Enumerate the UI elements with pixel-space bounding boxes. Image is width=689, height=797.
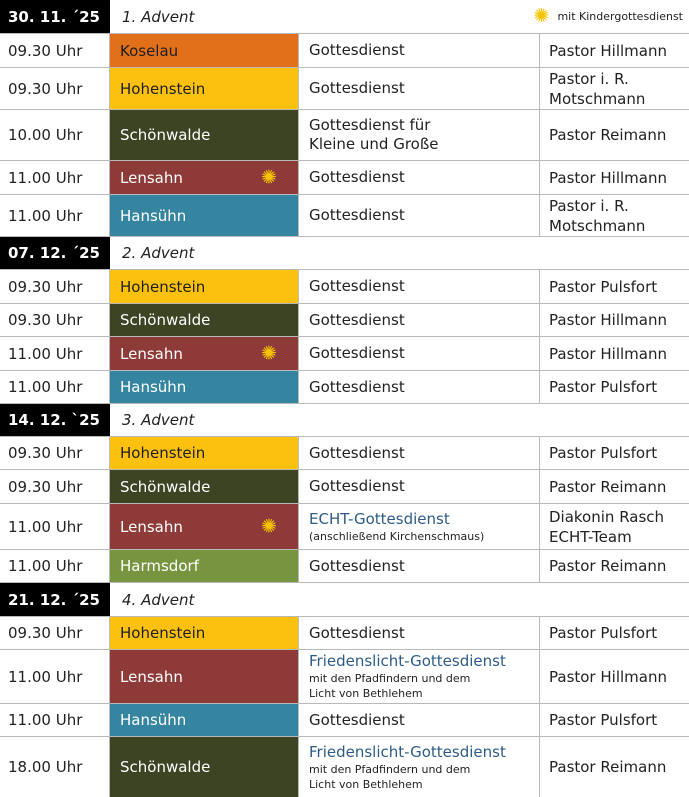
service-time: 09.30 Uhr [0,270,110,303]
service-time: 09.30 Uhr [0,304,110,336]
service-title: Gottesdienst für Kleine und Große [309,116,439,153]
location-lensahn: Lensahn [110,650,298,703]
service-row [0,34,689,68]
service-type [298,470,540,503]
location-label: Lensahn [120,344,183,363]
service-row [0,270,689,304]
service-title: Gottesdienst [309,477,405,495]
service-title: Gottesdienst [309,623,405,642]
service-type [298,68,540,109]
service-row [0,617,689,650]
pastor: Pastor Hillmann [549,41,667,60]
location-schoenwalde: Schönwalde [110,110,298,160]
service-time: 09.30 Uhr [0,68,110,109]
service-title: Friedenslicht-Gottesdienst [309,652,506,670]
service-type [298,337,540,370]
section-name: 4. Advent [122,590,195,609]
pastor: Pastor i. R. Motschmann [549,69,646,108]
service-row [0,737,689,797]
service-type [298,617,540,649]
location-harmsdorf: Harmsdorf [110,550,298,582]
legend [534,0,683,33]
legend-label: mit Kindergottesdienst [557,10,683,23]
sun-star-icon: ✺ [261,342,277,364]
service-title: Gottesdienst [309,41,405,59]
service-type [298,704,540,736]
service-title: Gottesdienst [309,344,405,362]
service-time: 11.00 Uhr [0,650,110,703]
service-time: 11.00 Uhr [0,337,110,370]
service-title: Gottesdienst [309,710,405,729]
service-time: 18.00 Uhr [0,737,110,797]
service-title: Gottesdienst [309,277,405,295]
service-type [298,504,540,549]
service-type [298,161,540,194]
service-row [0,504,689,550]
location-label: Lensahn [120,168,183,187]
service-time: 10.00 Uhr [0,110,110,160]
section-name: 3. Advent [122,411,195,429]
sun-star-icon: ✺ [261,515,277,537]
service-time: 11.00 Uhr [0,195,110,236]
pastor: Pastor Hillmann [549,168,667,187]
service-type [298,650,540,703]
location-schoenwalde: Schönwalde [110,304,298,336]
service-note: mit den Pfadfindern und dem Licht von Bethlehem [309,672,471,700]
service-time: 11.00 Uhr [0,161,110,194]
service-title: Gottesdienst [309,206,405,224]
pastor: Pastor Pulsfort [549,378,658,396]
service-time: 11.00 Uhr [0,550,110,582]
section-date: 21. 12. ´25 [0,583,110,616]
service-note: mit den Pfadfindern und dem Licht von Bethlehem [309,762,471,791]
service-row [0,470,689,504]
pastor: Pastor Reimann [549,126,667,144]
location-koselau: Koselau [110,34,298,67]
service-title: Gottesdienst [309,556,405,575]
service-time: 11.00 Uhr [0,704,110,736]
location-lensahn [110,161,298,194]
service-type [298,737,540,797]
location-label: Lensahn [120,517,183,536]
service-row [0,304,689,337]
service-type [298,371,540,403]
pastor: Pastor Pulsfort [549,624,658,642]
service-title: Gottesdienst [309,443,405,462]
service-title: ECHT-Gottesdienst [309,509,450,528]
location-schoenwalde: Schönwalde [110,470,298,503]
service-type [298,110,540,160]
location-hansuehn: Hansühn [110,195,298,236]
pastor: Pastor Pulsfort [549,711,658,729]
service-time: 09.30 Uhr [0,470,110,503]
service-type [298,270,540,303]
service-row [0,110,689,161]
section-header [0,583,689,617]
service-time: 09.30 Uhr [0,617,110,649]
sun-star-icon: ✺ [533,5,550,27]
service-type [298,304,540,336]
pastor: Diakonin Rasch ECHT-Team [549,507,665,546]
service-title: Gottesdienst [309,310,405,329]
location-hohenstein: Hohenstein [110,617,298,649]
service-title: Gottesdienst [309,377,405,396]
pastor: Pastor Reimann [549,557,667,575]
section-date: 14. 12. `25 [0,404,110,436]
pastor: Pastor Reimann [549,758,667,776]
section-header [0,237,689,270]
pastor: Pastor Pulsfort [549,444,658,462]
service-title: Gottesdienst [309,79,405,97]
location-hohenstein: Hohenstein [110,270,298,303]
pastor: Pastor Hillmann [549,667,667,686]
section-header [0,404,689,437]
service-row [0,371,689,404]
service-time: 11.00 Uhr [0,371,110,403]
location-hohenstein: Hohenstein [110,68,298,109]
service-time: 09.30 Uhr [0,34,110,67]
location-hohenstein: Hohenstein [110,437,298,469]
section-header [0,0,689,34]
section-date: 30. 11. ´25 [0,0,110,33]
pastor: Pastor Hillmann [549,344,667,363]
section-name: 1. Advent [122,7,195,26]
service-row [0,550,689,583]
location-hansuehn: Hansühn [110,371,298,403]
location-lensahn [110,337,298,370]
sun-star-icon: ✺ [261,166,277,188]
location-schoenwalde: Schönwalde [110,737,298,797]
location-hansuehn: Hansühn [110,704,298,736]
service-row [0,68,689,110]
service-row [0,650,689,704]
service-note: (anschließend Kirchenschmaus) [309,529,485,543]
section-name: 2. Advent [122,244,195,262]
section-date: 07. 12. ´25 [0,237,110,269]
service-type [298,34,540,67]
pastor: Pastor Reimann [549,477,667,496]
service-time: 11.00 Uhr [0,504,110,549]
service-row [0,704,689,737]
service-type [298,550,540,582]
service-title: Friedenslicht-Gottesdienst [309,742,506,761]
pastor: Pastor Pulsfort [549,277,658,296]
service-title: Gottesdienst [309,168,405,186]
location-lensahn [110,504,298,549]
service-row [0,437,689,470]
service-row [0,161,689,195]
pastor: Pastor i. R. Motschmann [549,196,646,235]
service-row [0,195,689,237]
service-row [0,337,689,371]
service-type [298,437,540,469]
pastor: Pastor Hillmann [549,311,667,329]
service-time: 09.30 Uhr [0,437,110,469]
service-type [298,195,540,236]
